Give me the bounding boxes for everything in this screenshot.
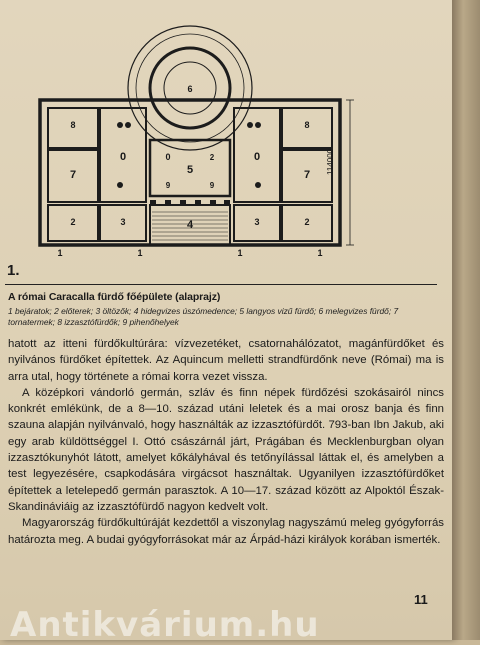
svg-text:0: 0	[119, 151, 127, 163]
svg-text:3: 3	[254, 217, 260, 227]
svg-text:5: 5	[186, 164, 194, 176]
svg-text:1: 1	[317, 248, 323, 258]
svg-text:0: 0	[165, 152, 171, 162]
svg-text:1: 1	[237, 248, 243, 258]
svg-text:3: 3	[120, 217, 126, 227]
paragraph: hatott az itteni fürdőkultúrára: vízvezetéket, csatornahálózatot, magánfürdőket és nyilvános fürdőket építettek. Az Aquincum melletti strandfürdőnk neve (Római) ma is arra utal, hogy története a római korra vezet vissza.	[8, 338, 444, 383]
svg-text:9: 9	[209, 181, 215, 190]
watermark-logo: Antikvárium.hu	[10, 605, 320, 645]
paragraph: A középkori vándorló germán, szláv és finn népek fürdőzési szokásairól nincs konkrét emlékünk, de a 8—10. század utáni leletek és a mai orosz banja és finn szauna alapján nyilvánvaló, hogy használták az izzasztófürdőt. 793-ban Ibn Jakub, aki egy arab küldöttséggel I. Ottó császárnál járt, Prágában és Mecklenburgban olyan izzasztókunyhót látott, amelyet kőkályhával és tetőnyílással láttak el, és amelyben a test legyezésére, csapkodására virgácsot használtak. Ugyanilyen izzasztófürdőket építettek a letelepedő germán parasztok. A 10—17. század között az Alpoktól Észak-Skandináviáig az izzasztófürdő nagyon kedvelt volt.	[8, 386, 444, 513]
figure-divider	[5, 284, 437, 285]
svg-text:4: 4	[186, 219, 194, 231]
svg-text:8: 8	[70, 120, 76, 130]
svg-text:2: 2	[304, 217, 310, 227]
body-text	[8, 336, 444, 548]
floor-plan-illustration	[0, 0, 452, 262]
dimension-label: 114000	[326, 148, 335, 175]
book-spine-edge	[452, 0, 480, 640]
figure-number: 1.	[7, 262, 20, 279]
svg-text:7: 7	[303, 169, 311, 181]
svg-text:1: 1	[137, 248, 143, 258]
svg-text:0: 0	[253, 151, 261, 163]
svg-text:2: 2	[70, 217, 76, 227]
paragraph: Magyarország fürdőkultúráját kezdettől a viszonylag nagyszámú meleg gyógyforrás határozta meg. A budai gyógyforrásokat már az Árpád-házi királyok korában ismerték.	[8, 517, 444, 546]
svg-text:8: 8	[304, 120, 310, 130]
svg-text:7: 7	[69, 169, 77, 181]
figure-legend: 1 bejáratok; 2 előterek; 3 öltözők; 4 hidegvizes úszómedence; 5 langyos vizű fürdő; 6 melegvizes fürdő; 7 tornatermek; 8 izzasztófürdők; 9 pihenőhelyek	[8, 306, 399, 327]
figure-caption: A római Caracalla fürdő főépülete (alaprajz)	[8, 291, 221, 303]
svg-text:6: 6	[187, 84, 193, 94]
svg-text:9: 9	[165, 181, 171, 190]
svg-text:1: 1	[57, 248, 63, 258]
svg-text:2: 2	[209, 153, 215, 162]
page-number: 11	[414, 592, 428, 607]
